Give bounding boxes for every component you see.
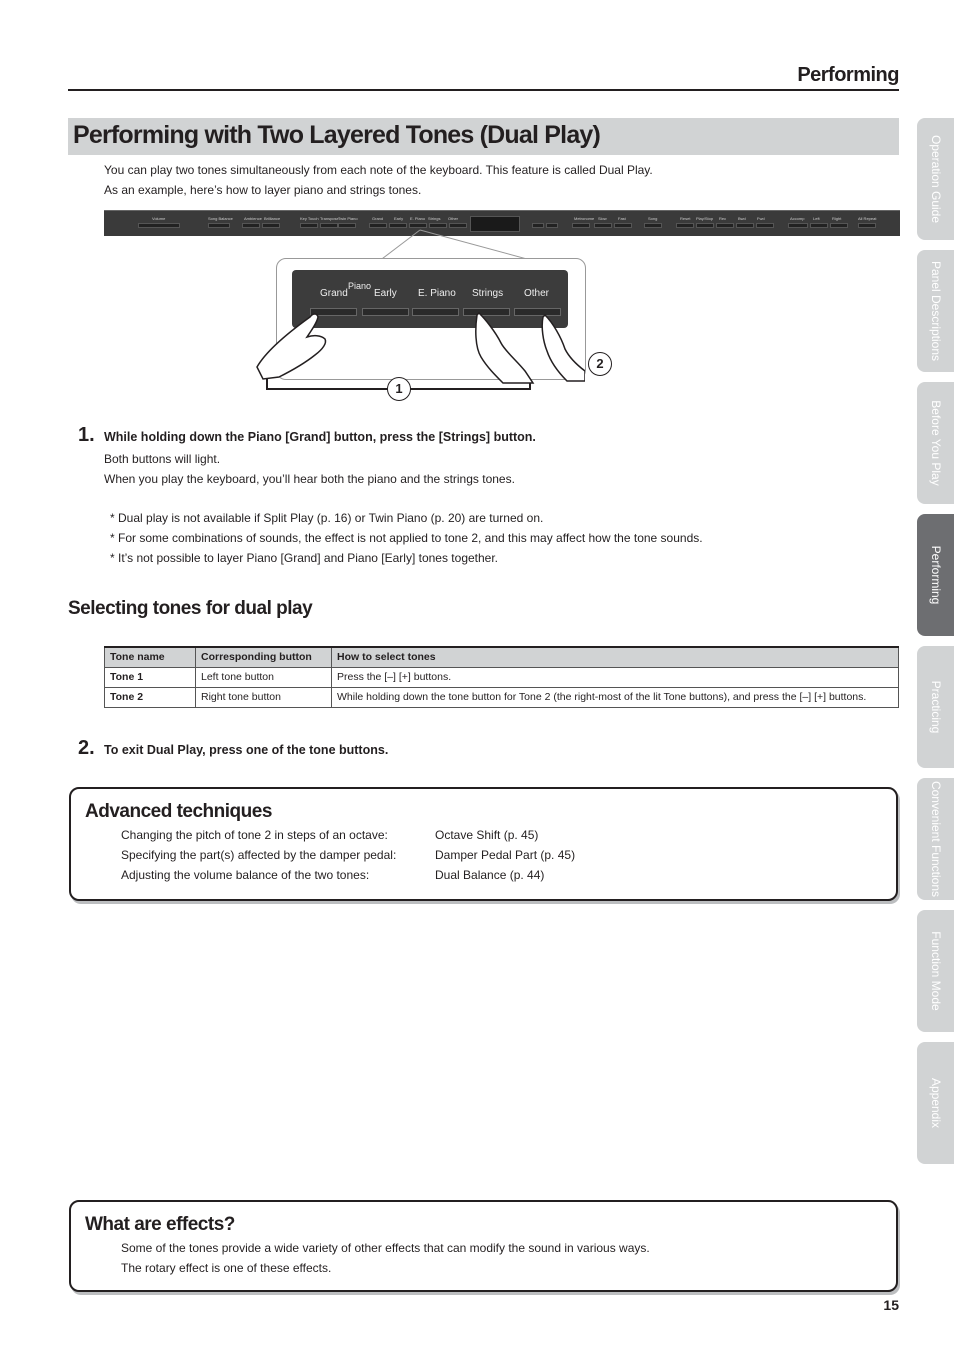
- zoom-group-label: Piano: [348, 281, 372, 291]
- note-item: * It’s not possible to layer Piano [Grand] and Piano [Early] tones together.: [110, 551, 499, 565]
- table-cell: Left tone button: [196, 667, 332, 687]
- panel-label-strings: Strings: [428, 216, 441, 221]
- panel-label-twin-piano: Twin Piano: [338, 216, 358, 221]
- table-header-cell: How to select tones: [332, 647, 899, 667]
- effects-line: Some of the tones provide a wide variety of other effects that can modify the sound in various ways.: [121, 1241, 650, 1255]
- advanced-techniques-title: Advanced techniques: [85, 801, 272, 822]
- step-number-1: 1.: [78, 424, 95, 446]
- step-number-2: 2.: [78, 737, 95, 759]
- effects-line: The rotary effect is one of these effects.: [121, 1261, 332, 1275]
- panel-label-left: Left: [813, 216, 820, 221]
- side-tab-label: Appendix: [928, 1077, 943, 1129]
- side-tab-label: Practicing: [928, 680, 943, 734]
- table-cell: Tone 1: [105, 667, 196, 687]
- note-item: * Dual play is not available if Split Play (p. 16) or Twin Piano (p. 20) are turned on.: [110, 511, 544, 525]
- advanced-task: Changing the pitch of tone 2 in steps of an octave:: [121, 828, 388, 842]
- effects-title: What are effects?: [85, 1214, 235, 1235]
- advanced-techniques-box: [69, 787, 898, 901]
- table-header-row: [105, 647, 899, 667]
- side-tab-function-mode[interactable]: [917, 910, 954, 1032]
- side-tab-convenient-functions[interactable]: [917, 778, 954, 900]
- panel-label-play-stop: Play/Stop: [696, 216, 714, 221]
- table-cell: Press the [–] [+] buttons.: [332, 667, 899, 687]
- section-header: Performing: [797, 64, 899, 86]
- panel-label-reset: Reset: [680, 216, 691, 221]
- side-tab-label: Panel Descriptions: [928, 260, 943, 362]
- step-1-detail-2: When you play the keyboard, you’ll hear both the piano and the strings tones.: [104, 472, 515, 486]
- panel-label-right: Right: [832, 216, 842, 221]
- table-row: [105, 667, 899, 687]
- advanced-reference: Dual Balance (p. 44): [435, 868, 545, 882]
- side-tab-operation-guide[interactable]: [917, 118, 954, 240]
- side-tab-practicing[interactable]: [917, 646, 954, 768]
- advanced-task: Adjusting the volume balance of the two tones:: [121, 868, 370, 882]
- panel-label-other: Other: [448, 216, 459, 221]
- panel-label-song-balance: Song Balance: [208, 216, 233, 221]
- table-cell: Tone 2: [105, 687, 196, 707]
- side-tab-label: Operation Guide: [928, 134, 943, 224]
- advanced-task: Specifying the part(s) affected by the damper pedal:: [121, 848, 397, 862]
- advanced-reference: Octave Shift (p. 45): [435, 828, 539, 842]
- zoom-label-grand: Grand: [320, 288, 348, 299]
- panel-label-accomp: Accomp: [790, 216, 805, 221]
- side-tab-before-you-play[interactable]: [917, 382, 954, 504]
- zoom-label-e-piano: E. Piano: [418, 288, 456, 299]
- panel-label-grand: Grand: [372, 216, 384, 221]
- panel-label-metronome: Metronome: [574, 216, 595, 221]
- zoom-label-other: Other: [524, 288, 550, 299]
- page-number: 15: [883, 1297, 899, 1313]
- left-hand-icon: [257, 314, 326, 379]
- table-header-cell: Corresponding button: [196, 647, 332, 667]
- callout-number-2: 2: [588, 352, 612, 376]
- panel-label-song: Song: [648, 216, 658, 221]
- panel-label-brilliance: Brilliance: [264, 216, 281, 221]
- panel-label-rec: Rec: [719, 216, 727, 221]
- right-hand-icon: [476, 313, 533, 383]
- side-tab-panel-descriptions[interactable]: [917, 250, 954, 372]
- note-item: * For some combinations of sounds, the effect is not applied to tone 2, and this may affect how the tone sounds.: [110, 531, 703, 545]
- page-title: Performing with Two Layered Tones (Dual Play): [73, 121, 601, 149]
- section-heading: Selecting tones for dual play: [68, 598, 313, 619]
- panel-label-volume: Volume: [152, 216, 166, 221]
- panel-label-all-repeat: All Repeat: [858, 216, 877, 221]
- panel-label-early: Early: [394, 216, 404, 221]
- step-2-instruction: To exit Dual Play, press one of the tone buttons.: [104, 743, 389, 757]
- zoom-label-early: Early: [374, 288, 397, 299]
- panel-label-transpose: Transpose: [320, 216, 339, 221]
- intro-line-1: You can play two tones simultaneously from each note of the keyboard. This feature is called Dual Play.: [104, 163, 653, 177]
- callout-number-1: 1: [387, 377, 411, 401]
- side-tab-label: Before You Play: [928, 400, 943, 486]
- second-hand-icon: [542, 315, 585, 381]
- panel-label-fwd: Fwd: [757, 216, 765, 221]
- step-1-instruction: While holding down the Piano [Grand] button, press the [Strings] button.: [104, 430, 536, 444]
- panel-label-slow: Slow: [598, 216, 607, 221]
- effects-box: [69, 1200, 898, 1292]
- pressing-hands-illustration: [255, 305, 585, 385]
- panel-label-bwd: Bwd: [738, 216, 746, 221]
- zoom-label-strings: Strings: [472, 288, 504, 299]
- table-cell: While holding down the tone button for Tone 2 (the right-most of the lit Tone buttons), and press the [–] [+] buttons.: [332, 687, 899, 707]
- intro-line-2: As an example, here’s how to layer piano and strings tones.: [104, 183, 422, 197]
- advanced-reference: Damper Pedal Part (p. 45): [435, 848, 576, 862]
- step-1-detail-1: Both buttons will light.: [104, 452, 221, 466]
- side-tab-performing[interactable]: [917, 514, 954, 636]
- side-tab-appendix[interactable]: [917, 1042, 954, 1164]
- panel-label-e-piano: E. Piano: [410, 216, 426, 221]
- panel-label-ambience: Ambience: [244, 216, 262, 221]
- side-tab-label: Function Mode: [928, 931, 943, 1011]
- tone-table: [104, 646, 899, 708]
- table-header-cell: Tone name: [105, 647, 196, 667]
- table-row: [105, 687, 899, 707]
- side-tab-label: Performing: [928, 545, 943, 605]
- panel-label-fast: Fast: [618, 216, 626, 221]
- side-tab-label: Convenient Functions: [928, 780, 943, 898]
- table-cell: Right tone button: [196, 687, 332, 707]
- panel-label-key-touch: Key Touch: [300, 216, 319, 221]
